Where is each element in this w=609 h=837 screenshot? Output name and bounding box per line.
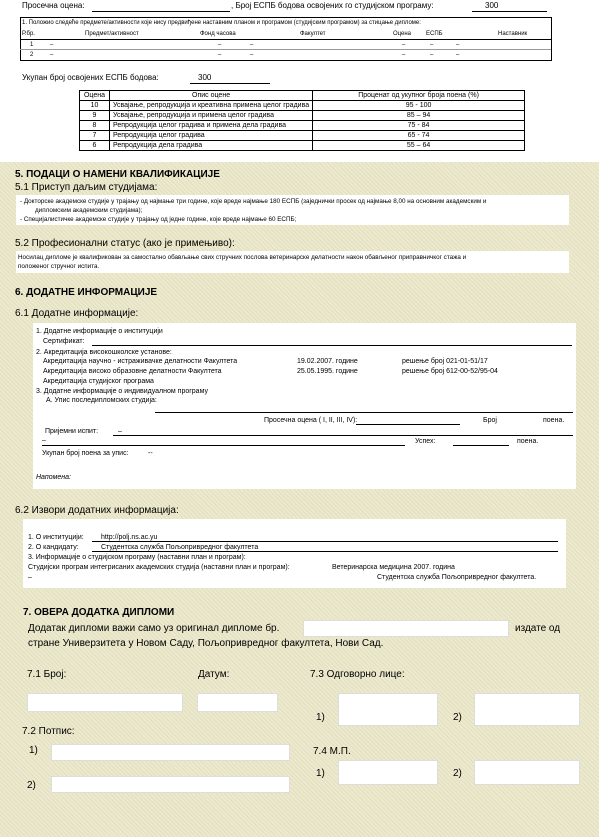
- row2-faculty: –: [250, 52, 254, 58]
- stamp-label: 7.4 М.П.: [313, 746, 351, 757]
- accreditation-1: Акредитација научно - истраживачке делатности Факултета: [43, 358, 238, 365]
- source-curriculum-label: Студијски програм интегрисаних академских студија (наставни план и програм):: [28, 564, 290, 571]
- table-row: [80, 101, 525, 111]
- accreditation-2: Акредитација високо образовне делатности Факултета: [43, 368, 222, 375]
- accreditation-2-date: 25.05.1995. године: [297, 368, 358, 375]
- ects-credits-underline: [472, 11, 547, 12]
- responsible-2-marker: 2): [453, 712, 462, 723]
- grade-percent: 55 – 64: [313, 141, 525, 151]
- certificate-label: Сертификат:: [43, 338, 85, 345]
- average-grade-label: Просечна оцена:: [22, 1, 85, 10]
- table-row: [80, 141, 525, 151]
- access-text-1: - Докторске академске студије у трајању од најмање три године, које вреде најмање 180 ЕСПБ (заједнички просек од најмање 8,00 на основним академским и: [20, 198, 487, 205]
- section5-2-title: 5.2 Професионални статус (ако је примењиво):: [15, 238, 235, 249]
- col-hours: Фонд часова: [200, 31, 236, 37]
- number-label: Број: [483, 417, 497, 424]
- number-field[interactable]: [27, 693, 183, 712]
- responsible-person-2-field[interactable]: [474, 693, 580, 726]
- total-ects-label: Укупан број освојених ЕСПБ бодова:: [22, 73, 159, 82]
- number-7-1-label: 7.1 Број:: [27, 669, 67, 680]
- accreditation-1-number: решење број 021-01-51/17: [402, 358, 488, 365]
- section5-1-title: 5.1 Приступ даљим студијама:: [15, 182, 158, 193]
- grade-percent: 95 - 100: [313, 101, 525, 111]
- table-row: [80, 111, 525, 121]
- responsible-person-label: 7.3 Одговорно лице:: [310, 669, 405, 680]
- responsible-1-marker: 1): [316, 712, 325, 723]
- info-institution: 1. Додатне информације о институцији: [36, 328, 163, 335]
- row1-ects: –: [430, 42, 434, 48]
- grade-percent-col-header: Проценат од укупног броја поена (%): [313, 91, 525, 101]
- grade-percent: 65 - 74: [313, 131, 525, 141]
- row1-teacher: –: [456, 42, 460, 48]
- ects-credits-value: 300: [485, 1, 499, 10]
- total-ects-value: 300: [198, 73, 212, 82]
- row1-hours: –: [218, 42, 222, 48]
- grade-description: Усвајање, репродукција и креативна примена целог градива: [110, 101, 313, 111]
- col-ects: ЕСПБ: [426, 31, 443, 37]
- grade-value: 8: [80, 121, 110, 131]
- section5-title: 5. ПОДАЦИ О НАМЕНИ КВАЛИФИКАЦИЈЕ: [15, 169, 220, 180]
- grade-value: 7: [80, 131, 110, 141]
- grade-percent: 85 – 94: [313, 111, 525, 121]
- row1-grade: –: [402, 42, 406, 48]
- grade-description: Репродукција целог градива и примена дела градива: [110, 121, 313, 131]
- section6-title: 6. ДОДАТНЕ ИНФОРМАЦИЈЕ: [15, 287, 158, 298]
- row1-num: 1: [30, 42, 34, 48]
- accreditation-1-date: 19.02.2007. године: [297, 358, 358, 365]
- stamp-1-field[interactable]: [338, 760, 438, 785]
- source-program-label: 3. Информације о студијском програму (наставни план и програм):: [28, 554, 246, 561]
- average-grade-roman: Просечна оцена ( I, II, III, IV):: [264, 417, 358, 424]
- note-label: Напомена:: [36, 474, 71, 481]
- signature-1-field[interactable]: [51, 744, 290, 761]
- section7-title: 7. ОВЕРА ДОДАТКА ДИПЛОМИ: [23, 607, 175, 618]
- col-faculty: Факултет: [300, 31, 326, 37]
- validity-text-1: Додатак дипломи важи само уз оригинал дипломе бр.: [28, 623, 280, 634]
- source-extra-dash: –: [28, 574, 32, 581]
- grade-desc-col-header: Опис оцене: [110, 91, 313, 101]
- status-text-2: положеног стручног испита.: [18, 263, 100, 270]
- source-candidate-value: Студентска служба Пољопривредног факултета: [101, 544, 259, 551]
- access-text-2: - Специјалистичке академске студије у трајању од једне године, које вреде најмање 60 ЕСПБ;: [20, 216, 297, 223]
- grade-value: 6: [80, 141, 110, 151]
- signature-1-marker: 1): [29, 745, 38, 756]
- signature-2-field[interactable]: [51, 776, 290, 793]
- row2-teacher: –: [456, 52, 460, 58]
- diploma-number-field[interactable]: [303, 620, 509, 637]
- extra-dash: –: [42, 437, 46, 444]
- grade-value: 10: [80, 101, 110, 111]
- source-extra-value: Студентска служба Пољопривредног факултета.: [377, 574, 537, 581]
- section6-1-title: 6.1 Додатне информације:: [15, 308, 139, 319]
- entrance-exam-label: Пријемни испит:: [45, 428, 99, 435]
- total-points-label: Укупан број поена за упис:: [42, 450, 129, 457]
- row2-hours: –: [218, 52, 222, 58]
- responsible-person-1-field[interactable]: [338, 693, 438, 726]
- access-text-1b: дипломским академским студијама);: [35, 207, 143, 214]
- total-points-value: --: [148, 450, 153, 457]
- col-grade: Оцена: [393, 31, 412, 37]
- date-field[interactable]: [197, 693, 278, 712]
- source-candidate-label: 2. О кандидату:: [28, 544, 79, 551]
- table-row: [80, 91, 525, 101]
- section6-2-title: 6.2 Извори додатних информација:: [15, 505, 179, 516]
- entrance-exam-value: –: [118, 428, 122, 435]
- date-label: Датум:: [198, 669, 230, 680]
- col-course: Предмет/активност: [85, 31, 139, 37]
- stamp-1-marker: 1): [316, 768, 325, 779]
- stamp-2-field[interactable]: [474, 760, 580, 785]
- stamp-2-marker: 2): [453, 768, 462, 779]
- row2-course: –: [50, 52, 54, 58]
- grade-value: 9: [80, 111, 110, 121]
- grade-col-header: Оцена: [80, 91, 110, 101]
- grade-description: Усвајање, репродукција и примена целог градива: [110, 111, 313, 121]
- points-label-1: поена.: [543, 417, 565, 424]
- signature-2-marker: 2): [27, 780, 36, 791]
- accreditation-3: Акредитација студијског програма: [43, 378, 154, 385]
- accreditation-2-number: решење број 612-00-52/95-04: [402, 368, 498, 375]
- col-rbr: Р.бр.: [22, 31, 35, 37]
- ects-credits-label: , Број ЕСПБ бодова освојених го студијском програму:: [231, 1, 434, 10]
- success-label: Успех:: [415, 438, 436, 445]
- row1-course: –: [50, 42, 54, 48]
- individual-program: 3. Додатне информације о индивидуалном програму: [36, 388, 208, 395]
- col-teacher: Наставник: [498, 31, 528, 37]
- validity-text-issued: издате од: [515, 623, 561, 634]
- grade-description: Репродукција дела градива: [110, 141, 313, 151]
- accreditation-heading: 2. Акредитација високошколске установе:: [36, 349, 172, 356]
- row2-num: 2: [30, 52, 34, 58]
- table-row: [80, 131, 525, 141]
- signature-label: 7.2 Потпис:: [22, 726, 75, 737]
- grade-description: Репродукција целог градива: [110, 131, 313, 141]
- row2-ects: –: [430, 52, 434, 58]
- status-text-1: Носилац дипломе је квалификован за самостално обављање свих стручних послова ветеринарске делатности након обављеног приправничког стажа и: [18, 254, 467, 261]
- grade-percent: 75 - 84: [313, 121, 525, 131]
- row2-grade: –: [402, 52, 406, 58]
- postgrad-enrollment-label: А. Упис последипломских студија:: [46, 397, 157, 404]
- extra-courses-heading: 1. Положио следеће предмете/активности које нису предвиђене наставним планом и програмом (студијским програмом) за стицање дипломе:: [22, 20, 421, 26]
- table-row: [80, 121, 525, 131]
- source-institution-url: http://polj.ns.ac.yu: [101, 534, 158, 541]
- validity-text-2: стране Универзитета у Новом Саду, Пољопривредног факултета, Нови Сад.: [28, 638, 384, 649]
- grading-scale-table: [79, 90, 525, 151]
- source-institution-label: 1. О институцији:: [28, 534, 84, 541]
- average-grade-underline: [92, 11, 230, 12]
- source-curriculum-value: Ветеринарска медицина 2007. година: [332, 564, 455, 571]
- points-label-2: поена.: [517, 438, 539, 445]
- row1-faculty: –: [250, 42, 254, 48]
